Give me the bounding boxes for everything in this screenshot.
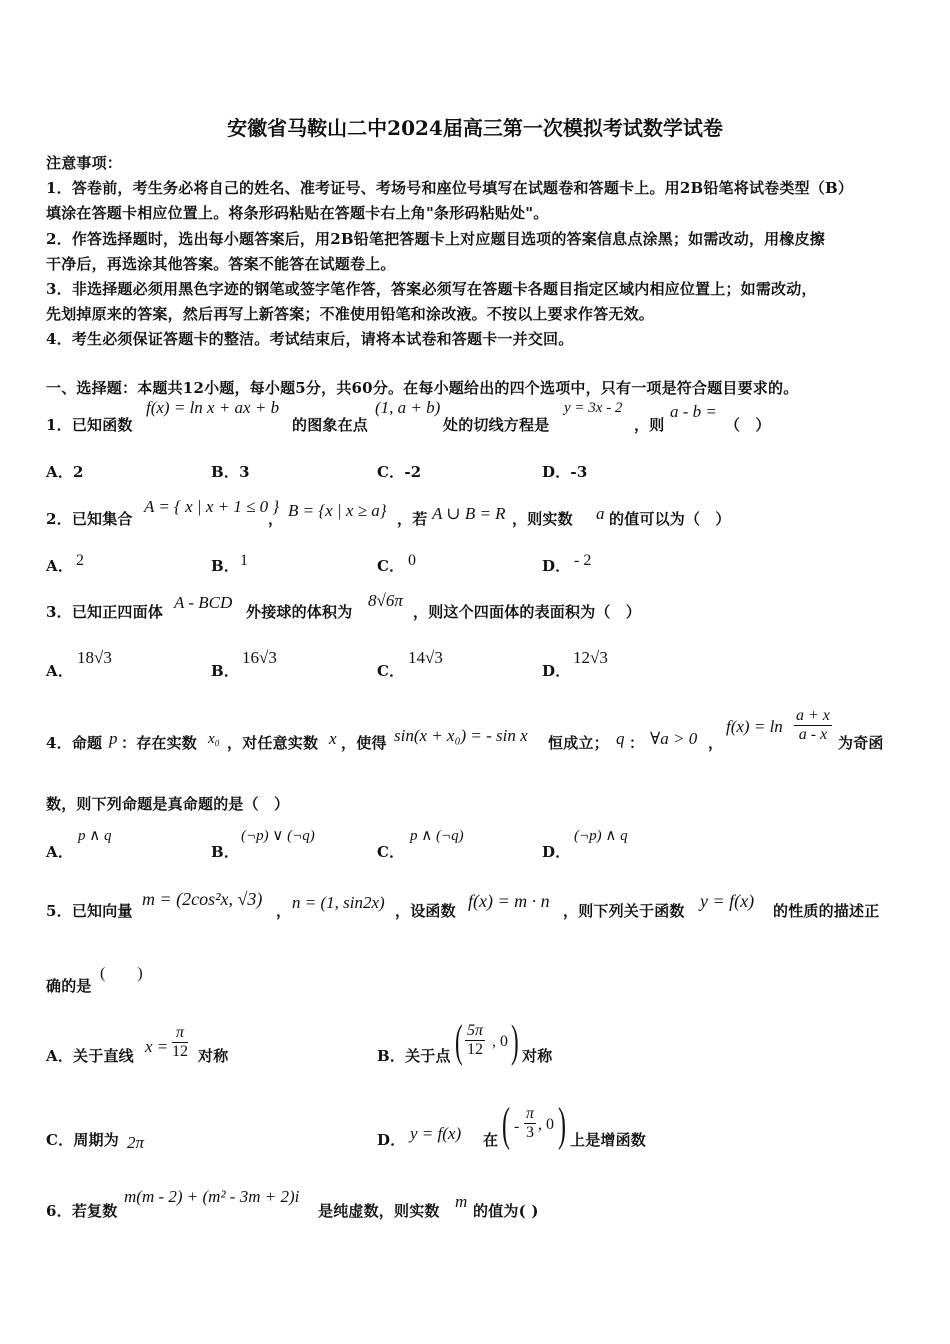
- q4-math: p: [109, 729, 118, 748]
- option-b-frac-den: 12: [467, 1041, 483, 1058]
- option-d-label: D．: [542, 662, 571, 680]
- option-a-fraction: [172, 1024, 188, 1061]
- q6-math: m(m - 2) + (m² - 3m + 2)i: [124, 1187, 300, 1206]
- option-c-label: C．周期为: [46, 1131, 119, 1149]
- q2-text: ，: [268, 510, 284, 528]
- q4-math: ∀a > 0: [650, 729, 698, 748]
- q4-frac-num: a + x: [796, 707, 830, 724]
- q3-text: ，则这个四面体的表面积为（ ）: [413, 603, 642, 621]
- notice-line: 1．答卷前，考生务必将自己的姓名、准考证号、考场号和座位号填写在试题卷和答题卡上。用2B铅笔将试卷类型（B）: [46, 179, 854, 197]
- option-d-neg: -: [514, 1118, 520, 1135]
- option-c-value: 0: [408, 552, 416, 569]
- q1-text: ，则: [634, 416, 665, 434]
- q5-math: m = (2cos²x, √3): [142, 889, 263, 909]
- q5-text: ，设函数: [395, 902, 456, 920]
- q5-math: n = (1, sin2x): [292, 893, 385, 912]
- q4-text: 恒成立；: [548, 734, 609, 752]
- notice-line: 先划掉原来的答案，然后再写上新答案；不准使用铅笔和涂改液。不按以上要求作答无效。: [46, 305, 655, 323]
- option-b-value: 1: [240, 552, 248, 569]
- q2-text: ，若: [397, 510, 428, 528]
- notice-line: 4．考生必须保证答题卡的整洁。考试结束后，请将本试卷和答题卡一并交回。: [46, 330, 574, 348]
- option-d-tail: , 0: [538, 1116, 554, 1133]
- notice-line: 干净后，再选涂其他答案。答案不能答在试题卷上。: [46, 255, 396, 273]
- option-d-right-paren: ): [558, 1098, 566, 1151]
- option-d-label: D．: [542, 843, 571, 861]
- option-c-value: 14√3: [408, 648, 443, 667]
- q5-math: y = f(x): [700, 891, 755, 911]
- option-c-label: C．: [377, 843, 405, 861]
- option-a-value: p ∧ q: [78, 828, 112, 844]
- q4-text: ，对任意实数: [227, 734, 319, 752]
- q5-text: 的性质的描述正: [773, 902, 880, 920]
- option-d-value: (¬p) ∧ q: [574, 828, 628, 844]
- q4-math: x: [329, 729, 337, 748]
- q1-math: y = 3x - 2: [564, 400, 623, 416]
- option-b-tail: , 0: [492, 1033, 508, 1050]
- option-d-frac-num: π: [526, 1105, 535, 1122]
- notice-line: 2．作答选择题时，选出每小题答案后，用2B铅笔把答题卡上对应题目选项的答案信息点涂黑；如需改动，用橡皮擦: [46, 230, 825, 248]
- option-a-label: A．: [46, 557, 74, 575]
- option-b-fraction: [465, 1022, 485, 1059]
- option-a-label: A．关于直线: [46, 1047, 134, 1065]
- q3-text: 外接球的体积为: [246, 603, 353, 621]
- section-heading: 一、选择题：本题共12小题，每小题5分，共60分。在每小题给出的四个选项中，只有一项是符合题目要求的。: [46, 379, 799, 397]
- q2-math: A ∪ B = R: [432, 504, 506, 523]
- notice-line: 填涂在答题卡相应位置上。将条形码粘贴在答题卡右上角"条形码粘贴处"。: [46, 204, 549, 222]
- option-b-right-paren: ): [511, 1015, 519, 1066]
- option-b-value: 16√3: [242, 648, 277, 667]
- option-a: A．2: [46, 463, 84, 481]
- q4-text: ，使得: [341, 734, 387, 752]
- q1-math: a - b =: [670, 402, 717, 421]
- q4-text: ，: [708, 734, 724, 752]
- q4-text: 数，则下列命题是真命题的是（ ）: [46, 795, 290, 813]
- option-b-label: B．: [211, 557, 240, 575]
- q5-text: ，则下列关于函数: [563, 902, 685, 920]
- option-d: D．-3: [542, 463, 588, 481]
- q2-math: B = {x | x ≥ a}: [288, 501, 387, 520]
- option-d-end: 上是增函数: [570, 1131, 647, 1149]
- option-b-end: 对称: [522, 1047, 553, 1065]
- q6-math: m: [455, 1192, 468, 1211]
- option-a-value: 18√3: [77, 648, 112, 667]
- q5-text: ，: [276, 902, 292, 920]
- option-d-left-paren: (: [502, 1098, 510, 1151]
- q4-math: sin(x + x₀) = - sin x: [394, 726, 528, 745]
- option-a-tail: 对称: [198, 1047, 229, 1065]
- option-a-frac-den: 12: [172, 1043, 188, 1060]
- option-b-label: B．: [211, 843, 240, 861]
- q6-text: 6．若复数: [46, 1202, 118, 1220]
- option-c: C．-2: [377, 463, 422, 481]
- option-c-label: C．: [377, 662, 405, 680]
- option-d-text: 在: [483, 1131, 499, 1149]
- page-title: 安徽省马鞍山二中2024届高三第一次模拟考试数学试卷: [227, 116, 723, 140]
- q1-math: (1, a + b): [375, 398, 441, 417]
- q4-math: x₀: [208, 731, 220, 747]
- option-a-math: x =: [145, 1037, 169, 1056]
- q5-text: 确的是: [46, 977, 92, 995]
- q2-math: A = { x | x + 1 ≤ 0 }: [144, 497, 280, 516]
- option-b: B．3: [211, 463, 250, 481]
- q2-text: ，则实数: [512, 510, 573, 528]
- q1-text: 1．已知函数: [46, 416, 133, 434]
- option-d-math: y = f(x): [410, 1124, 462, 1143]
- option-c-value: p ∧ (¬q): [410, 828, 464, 844]
- q4-math: f(x) = ln: [726, 717, 783, 736]
- q5-math: f(x) = m · n: [468, 891, 550, 911]
- option-b-label: B．: [211, 662, 240, 680]
- option-d-frac-den: 3: [526, 1124, 534, 1141]
- q4-math: q: [616, 729, 625, 748]
- option-c-label: C．: [377, 557, 405, 575]
- q4-text: ：: [629, 734, 645, 752]
- option-d-label: D．: [542, 557, 571, 575]
- notice-heading: 注意事项：: [46, 154, 123, 172]
- q1-math: f(x) = ln x + ax + b: [146, 398, 280, 417]
- option-a-frac-num: π: [172, 1024, 188, 1043]
- q3-text: 3．已知正四面体: [46, 603, 164, 621]
- q4-text: ：存在实数: [121, 734, 198, 752]
- notice-line: 3．非选择题必须用黑色字迹的钢笔或签字笔作答，答案必须写在答题卡各题目指定区域内相应位置上；如需改动，: [46, 280, 817, 298]
- q5-text: 5．已知向量: [46, 902, 133, 920]
- q4-frac-den: a - x: [798, 726, 828, 743]
- q5-paren: ( ): [100, 965, 143, 982]
- option-d-value: - 2: [574, 552, 592, 569]
- q2-text: 2．已知集合: [46, 510, 133, 528]
- q6-text: 的值为( ): [473, 1202, 539, 1220]
- q3-math: A - BCD: [174, 593, 233, 612]
- q2-text: 的值可以为（ ）: [609, 510, 731, 528]
- q6-text: 是纯虚数，则实数: [318, 1202, 440, 1220]
- q4-fraction: [794, 707, 832, 744]
- option-b-label: B．关于点: [377, 1047, 451, 1065]
- option-a-value: 2: [76, 552, 84, 569]
- q1-paren: （ ）: [725, 416, 771, 434]
- option-d-value: 12√3: [573, 648, 608, 667]
- q3-math: 8√6π: [368, 591, 403, 610]
- option-a-label: A．: [46, 843, 74, 861]
- option-b-value: (¬p) ∨ (¬q): [241, 828, 315, 844]
- q1-text: 的图象在点: [292, 416, 369, 434]
- option-d-label: D．: [377, 1131, 406, 1149]
- option-a-label: A．: [46, 662, 74, 680]
- q2-math: a: [596, 504, 605, 523]
- option-d-fraction: [524, 1105, 536, 1142]
- q4-text: 为奇函: [838, 734, 884, 752]
- q4-text: 4．命题: [46, 734, 103, 752]
- option-c-math: 2π: [127, 1133, 145, 1152]
- option-b-left-paren: (: [455, 1015, 463, 1066]
- q1-text: 处的切线方程是: [443, 416, 550, 434]
- option-b-frac-num: 5π: [467, 1022, 484, 1039]
